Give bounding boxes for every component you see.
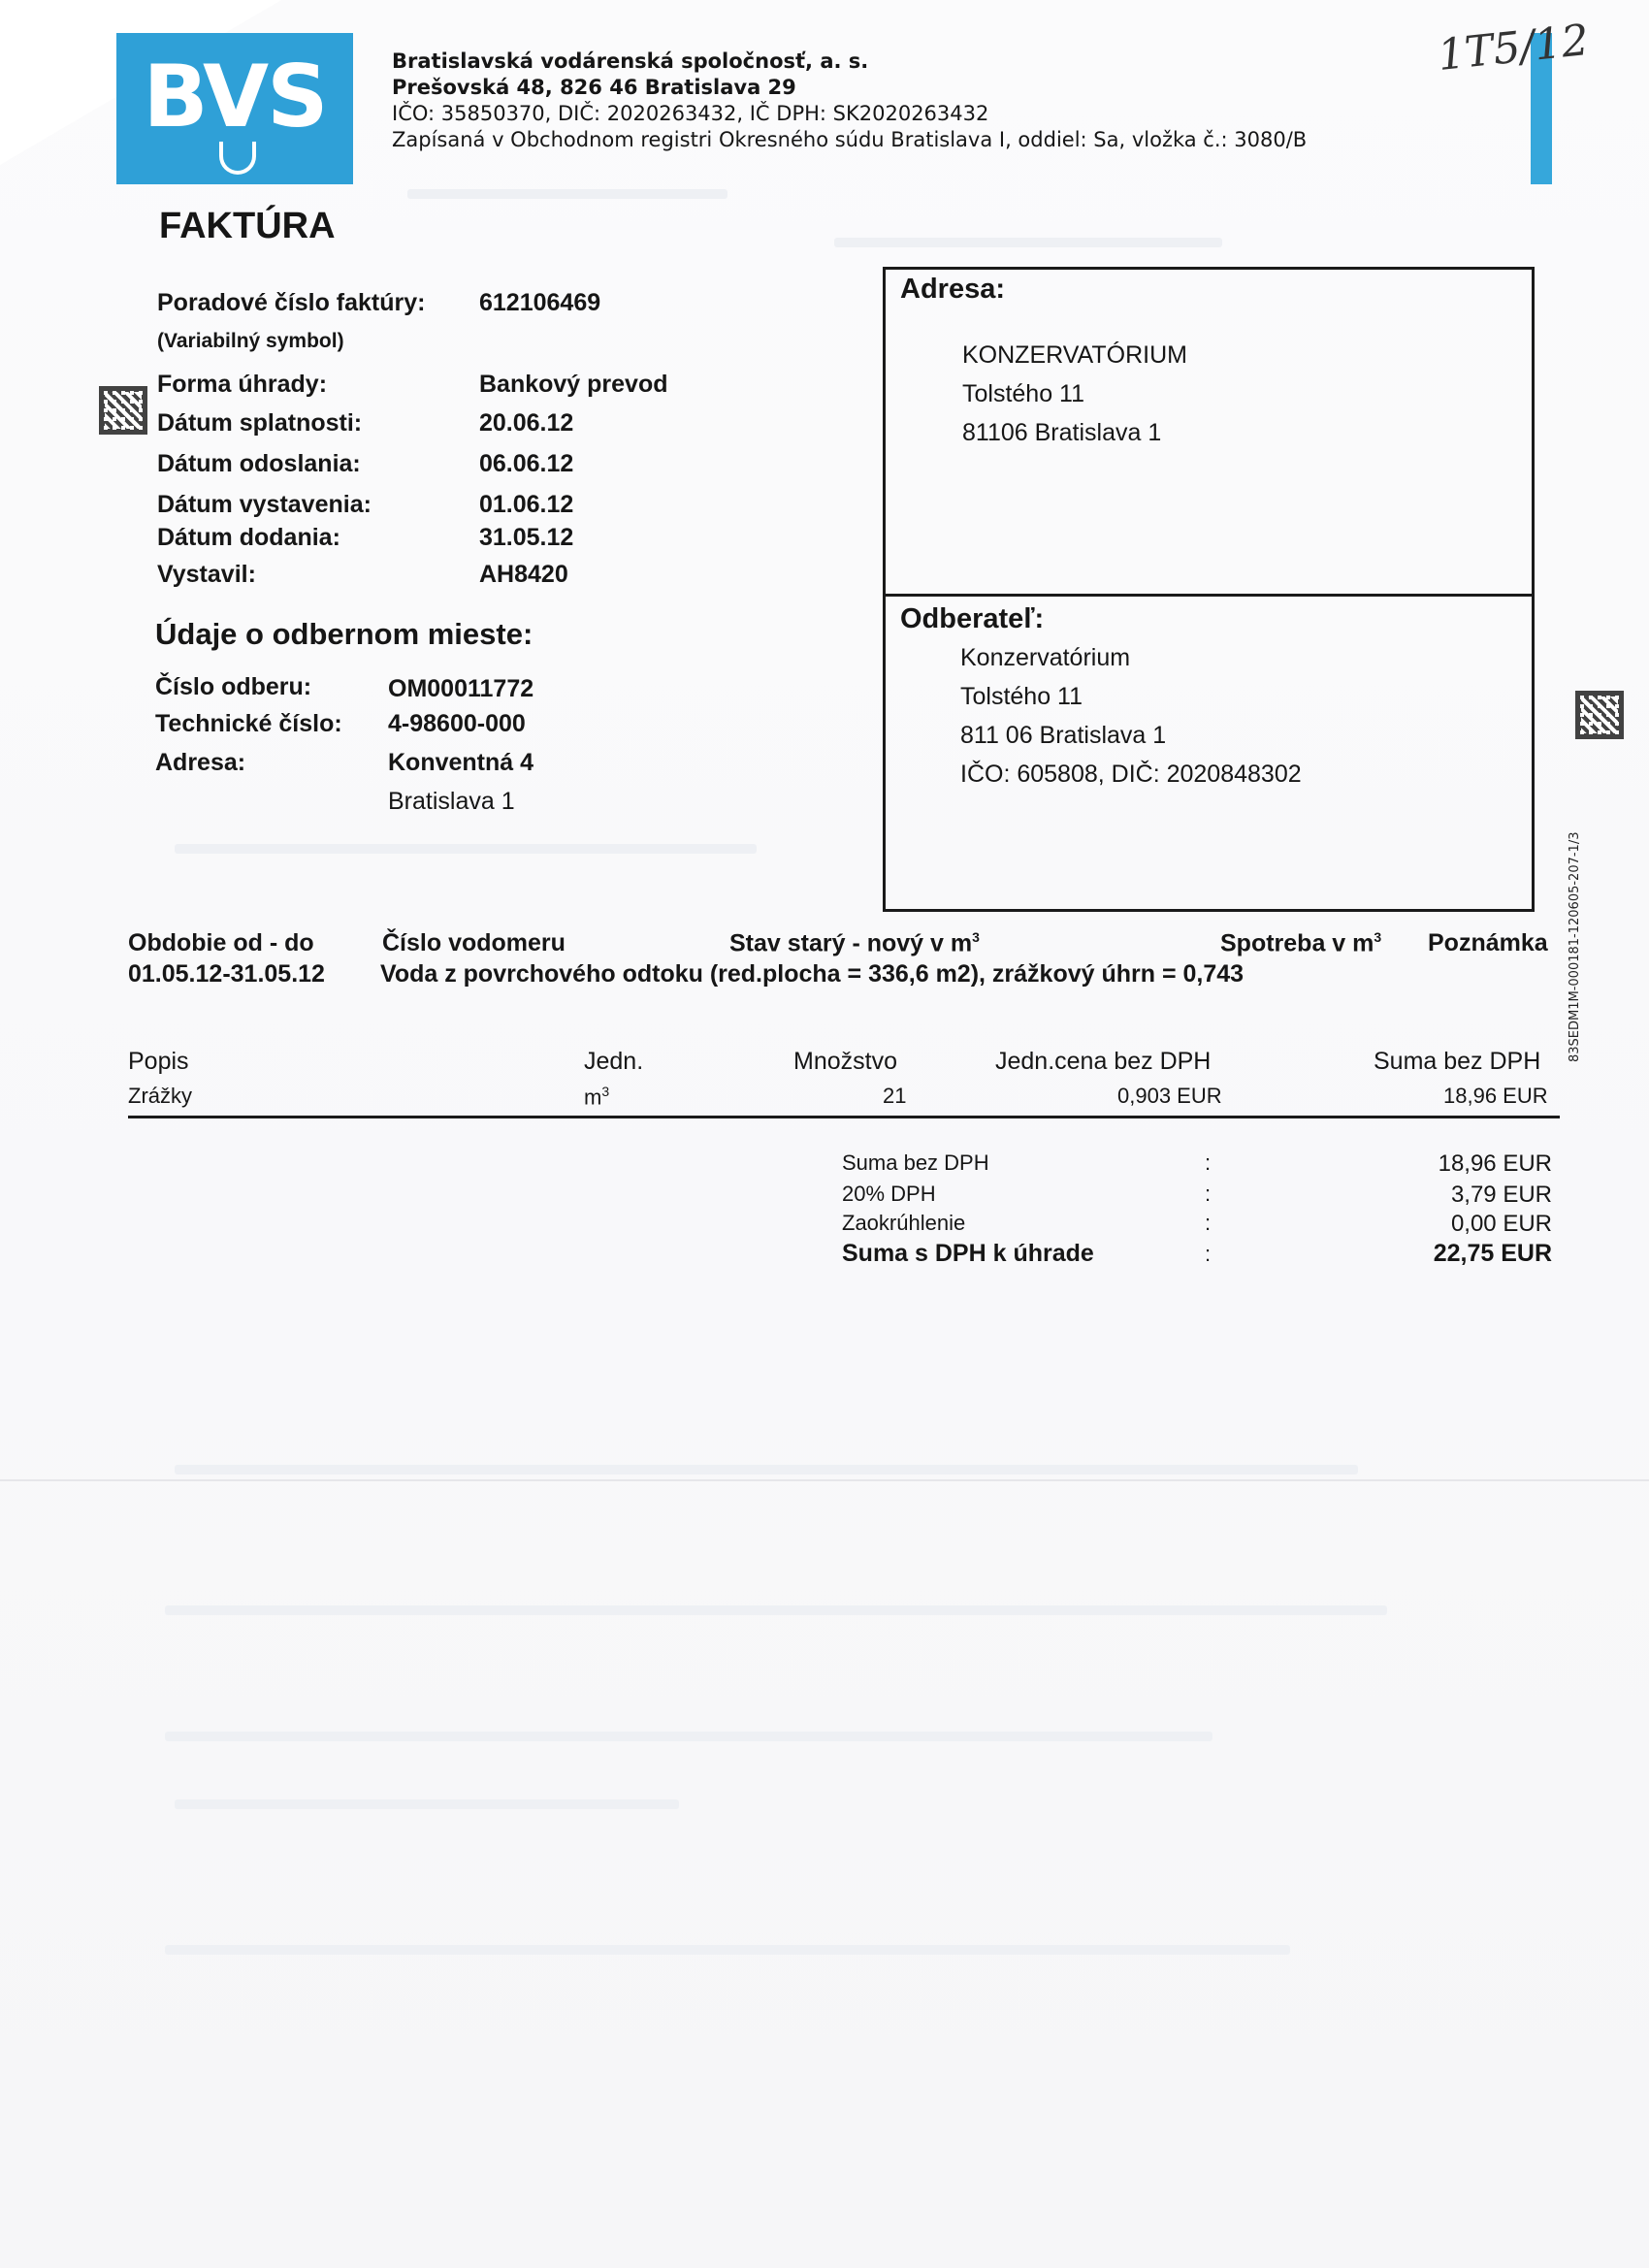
tech-number: 4-98600-000 — [388, 710, 526, 737]
sent-date: 06.06.12 — [479, 450, 574, 477]
tech-number-label: Technické číslo: — [155, 710, 342, 737]
subtotal-label: Suma bez DPH — [842, 1150, 989, 1175]
row-quantity: 21 — [883, 1084, 907, 1108]
consumption-address-label: Adresa: — [155, 749, 246, 776]
col-unit: Jedn. — [584, 1048, 644, 1075]
row-unit — [584, 1084, 609, 1110]
customer-line1: Konzervatórium — [960, 644, 1131, 671]
fold-line — [0, 1479, 1649, 1481]
issued-by: AH8420 — [479, 561, 568, 588]
due-date: 20.06.12 — [479, 409, 574, 437]
customer-line4: IČO: 605808, DIČ: 2020848302 — [960, 761, 1302, 788]
company-logo — [116, 33, 353, 184]
company-registry: Zapísaná v Obchodnom registri Okresného súdu Bratislava I, oddiel: Sa, vložka č.: 3080/B — [392, 128, 1308, 151]
note-header: Poznámka — [1428, 929, 1548, 956]
consumption-point-title: Údaje o odbernom mieste: — [155, 617, 534, 651]
colon: : — [1205, 1150, 1212, 1175]
address-line1: KONZERVATÓRIUM — [962, 341, 1187, 369]
col-unit-price: Jedn.cena bez DPH — [995, 1048, 1212, 1075]
customer-line3: 811 06 Bratislava 1 — [960, 722, 1167, 749]
side-document-code: 83SEDM1M-000181-120605-207-1/3 — [1568, 831, 1582, 1062]
table-rule — [128, 1116, 1560, 1118]
address-heading: Adresa: — [900, 274, 1005, 305]
company-name: Bratislavská vodárenská spoločnosť, a. s. — [392, 49, 869, 73]
delivery-date: 31.05.12 — [479, 524, 574, 551]
total-due-value: 22,75 EUR — [1433, 1240, 1552, 1267]
customer-heading: Odberateľ: — [900, 603, 1045, 634]
invoice-number: 612106469 — [479, 289, 601, 316]
period-range: 01.05.12-31.05.12 — [128, 960, 325, 988]
period-description: Voda z povrchového odtoku (red.plocha = 336,6 m2), zrážkový úhrn = 0,743 — [380, 960, 1245, 988]
company-header — [392, 49, 1307, 153]
cubic-superscript: 3 — [601, 1084, 610, 1099]
consumption-number-label: Číslo odberu: — [155, 673, 312, 700]
row-description: Zrážky — [128, 1084, 192, 1108]
consumption-header — [1220, 929, 1381, 957]
colon: : — [1205, 1182, 1212, 1206]
issued-by-label: Vystavil: — [157, 561, 256, 588]
issue-date-label: Dátum vystavenia: — [157, 491, 372, 518]
issue-date: 01.06.12 — [479, 491, 574, 518]
invoice-number-label: Poradové číslo faktúry: — [157, 289, 426, 316]
subtotal-value: 18,96 EUR — [1438, 1150, 1552, 1177]
address-line2: Tolstého 11 — [962, 380, 1085, 407]
customer-line2: Tolstého 11 — [960, 683, 1083, 710]
rounding-label: Zaokrúhlenie — [842, 1211, 966, 1235]
consumption-address-line1: Konventná 4 — [388, 749, 534, 776]
colon: : — [1205, 1211, 1212, 1235]
address-line3: 81106 Bratislava 1 — [962, 419, 1162, 446]
show-through — [175, 1799, 679, 1809]
show-through — [407, 189, 728, 199]
due-date-label: Dátum splatnosti: — [157, 409, 363, 437]
payment-form: Bankový prevod — [479, 371, 668, 398]
period-header: Obdobie od - do — [128, 929, 314, 956]
show-through — [165, 1605, 1387, 1615]
colon: : — [1205, 1242, 1212, 1266]
logo-text: BVS — [143, 47, 327, 146]
show-through — [165, 1732, 1212, 1741]
consumption-address-line2: Bratislava 1 — [388, 788, 515, 815]
show-through — [175, 1465, 1358, 1474]
variable-symbol-label: (Variabilný symbol) — [157, 330, 344, 352]
delivery-date-label: Dátum dodania: — [157, 524, 340, 551]
company-address: Prešovská 48, 826 46 Bratislava 29 — [392, 76, 796, 99]
col-total: Suma bez DPH — [1374, 1048, 1541, 1075]
sent-date-label: Dátum odoslania: — [157, 450, 361, 477]
company-ids: IČO: 35850370, DIČ: 2020263432, IČ DPH: SK2020263432 — [392, 102, 989, 125]
total-due-label: Suma s DPH k úhrade — [842, 1240, 1094, 1267]
cubic-superscript: 3 — [1374, 929, 1382, 945]
qr-code-icon — [99, 386, 147, 435]
meter-state-header — [729, 929, 980, 957]
payment-form-label: Forma úhrady: — [157, 371, 328, 398]
consumption-number: OM00011772 — [388, 675, 534, 702]
handwritten-note: 1T5/12 — [1435, 15, 1592, 81]
cubic-superscript: 3 — [972, 929, 980, 945]
document-title: FAKTÚRA — [159, 206, 336, 246]
show-through — [834, 238, 1222, 247]
vat-label: 20% DPH — [842, 1182, 936, 1206]
row-unit-price: 0,903 EUR — [1117, 1084, 1222, 1108]
meter-header: Číslo vodomeru — [382, 929, 566, 956]
col-description: Popis — [128, 1048, 189, 1075]
row-unit-text: m — [584, 1085, 602, 1110]
consumption-header-text: Spotreba v m — [1220, 929, 1374, 957]
address-box-divider — [883, 594, 1535, 597]
rounding-value: 0,00 EUR — [1450, 1211, 1552, 1237]
col-quantity: Množstvo — [793, 1048, 897, 1075]
meter-state-header-text: Stav starý - nový v m — [729, 929, 973, 957]
show-through — [165, 1945, 1290, 1955]
water-drop-icon — [219, 142, 256, 175]
qr-code-icon — [1575, 691, 1624, 739]
row-total: 18,96 EUR — [1443, 1084, 1548, 1108]
vat-value: 3,79 EUR — [1450, 1182, 1552, 1208]
show-through — [175, 844, 757, 854]
